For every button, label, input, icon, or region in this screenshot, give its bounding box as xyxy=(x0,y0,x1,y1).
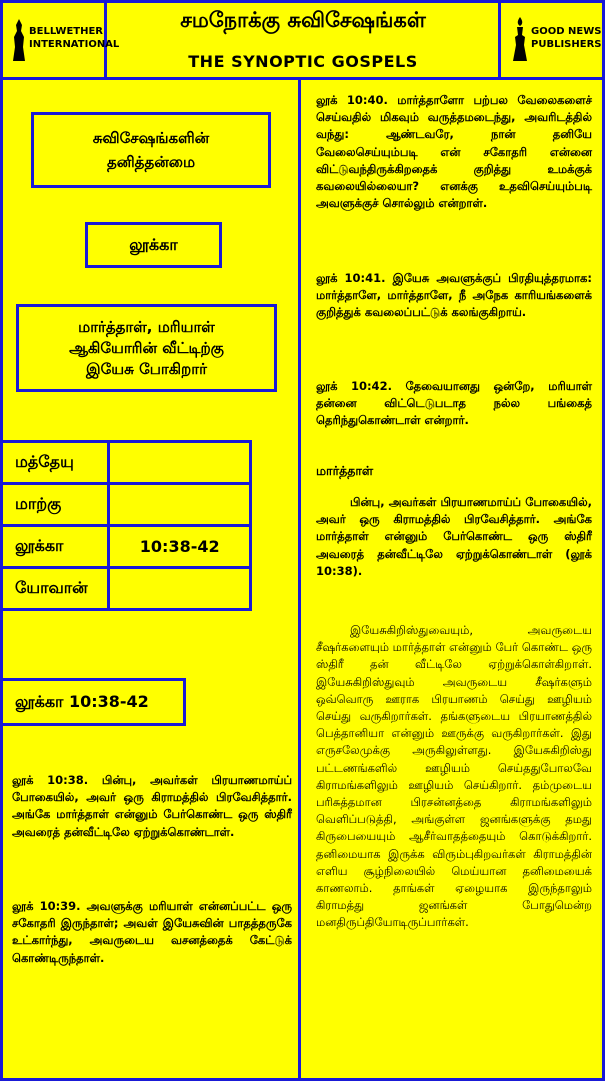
table-cell-book: மாற்கு xyxy=(2,484,109,526)
verse-40-text: லூக் 10:40. மார்த்தாளோ பற்பல வேலைகளைச் செய்வதில் மிகவும் வருத்தமடைந்து, அவரிடத்தில் வந்து: ஆண்டவரே, நான் தனியே வேலைசெய்யும்படி என் சகோதரி என்னை விட்டுவந்திருக்கிறதைக் குறித்து உமக்குக் கவலையில்லையா? எனக்கு உதவிசெய்யும்படி அவளுக்குச் சொல்லும் என்றாள். xyxy=(316,93,592,211)
story-title-box: மார்த்தாள், மரியாள் ஆகியோரின் வீட்டிற்கு இயேசு போகிறார் xyxy=(16,304,277,392)
gospel-name-box: லூக்கா xyxy=(85,222,222,268)
table-row xyxy=(2,442,251,484)
table-cell-book: லூக்கா xyxy=(2,526,109,568)
page-title-tamil: சமநோக்கு சுவிசேஷங்கள் xyxy=(180,8,426,32)
header xyxy=(0,0,605,80)
publisher-left-text: BELLWETHER INTERNATIONAL xyxy=(29,26,120,50)
column-divider xyxy=(298,80,301,1081)
bellwether-logo xyxy=(3,3,120,77)
table-cell-ref: 10:38-42 xyxy=(109,526,251,568)
table-cell-book: மத்தேயு xyxy=(2,442,109,484)
table-cell-book: யோவான் xyxy=(2,568,109,610)
passage-reference-box: லூக்கா 10:38-42 xyxy=(0,678,186,726)
feature-title-box: சுவிசேஷங்களின் தனித்தன்மை xyxy=(31,112,271,188)
gospel-reference-table xyxy=(0,440,252,611)
table-cell-ref xyxy=(109,568,251,610)
table-cell-ref xyxy=(109,484,251,526)
commentary-text: இயேசுகிறிஸ்துவையும், அவருடைய சீஷர்களையும் மார்த்தாள் என்னும் பேர் கொண்ட ஒரு ஸ்திரீ தன் வீட்டிலே ஏற்றுக்கொள்கிறாள். இயேசுகிறிஸ்துவும் அவருடைய சீஷர்களும் ஒவ்வொரு ஊராக பிரயாணம் செய்து ஊழியம் செய்து வருகிறார்கள். தங்களுடைய பிரயாணத்தில் பெத்தானியா என்னும் ஊருக்கு வருகிறார்கள். இது எருசலேமுக்கு அருகிலுள்ளது. இயேசுகிறிஸ்து பட்டணங்களில் ஊழியம் செய்ததுபோலவே கிராமங்களிலும் ஊழியம் செய்கிறார். தம்முடைய பரிசுத்தமான பிரசன்னத்தை கிராமங்களிலும் வெளிப்படுத்தி, அங்குள்ள ஜனங்களுக்கு தமது கிருபையையும் ஆசீர்வாதத்தையும் கொடுக்கிறார். தனிமையாக இருக்க விரும்புகிறவர்கள் கிராமத்தின் எளிய சூழ்நிலையில் மெய்யான தனிமையைக் காணலாம். தாங்கள் ஏழையாக இருந்தாலும் கிராமத்து ஜனங்கள் போதுமென்ற மனதிருப்தியோடிருப்பார்கள். xyxy=(316,623,592,930)
section-heading: மார்த்தாள் xyxy=(316,463,374,478)
lamp-logo-icon xyxy=(511,15,529,63)
table-row xyxy=(2,568,251,610)
verse-42-text: லூக் 10:42. தேவையானது ஒன்றே, மரியாள் தன்னை விட்டெடுபடாத நல்ல பங்கைத் தெரிந்துகொண்டாள் என்றார். xyxy=(316,379,592,428)
table-row xyxy=(2,526,251,568)
verse-38-text: லூக் 10:38. பின்பு, அவர்கள் பிரயாணமாய்ப் போகையில், அவர் ஒரு கிராமத்தில் பிரவேசித்தார். அங்கே மார்த்தாள் என்னும் பேர்கொண்ட ஒரு ஸ்திரீ அவரைத் தன்வீட்டிலே ஏற்றுக்கொண்டாள். xyxy=(12,773,292,839)
page-title-english: THE SYNOPTIC GOSPELS xyxy=(188,52,418,71)
table-row xyxy=(2,484,251,526)
publisher-right-text: GOOD NEWS PUBLISHERS xyxy=(531,26,602,50)
ram-logo-icon xyxy=(11,17,27,63)
verse-41-text: லூக் 10:41. இயேசு அவளுக்குப் பிரதியுத்தரமாக: மார்த்தாளே, மார்த்தாளே, நீ அநேக காரியங்களைக் குறித்துக் கவலைப்பட்டுக் கலங்குகிறாய். xyxy=(316,271,592,320)
summary-text: பின்பு, அவர்கள் பிரயாணமாய்ப் போகையில், அவர் ஒரு கிராமத்தில் பிரவேசித்தார். அங்கே மார்த்தாள் என்னும் பேர்கொண்ட ஒரு ஸ்திரீ அவரைத் தன்வீட்டிலே ஏற்றுக்கொண்டாள் (லூக் 10:38). xyxy=(316,495,592,578)
table-cell-ref xyxy=(109,442,251,484)
verse-39-text: லூக் 10:39. அவளுக்கு மரியாள் என்னப்பட்ட ஒரு சகோதரி இருந்தாள்; அவள் இயேசுவின் பாதத்தருகே உட்கார்ந்து, அவருடைய வசனத்தைக் கேட்டுக் கொண்டிருந்தாள். xyxy=(12,899,292,965)
good-news-logo xyxy=(498,3,602,77)
